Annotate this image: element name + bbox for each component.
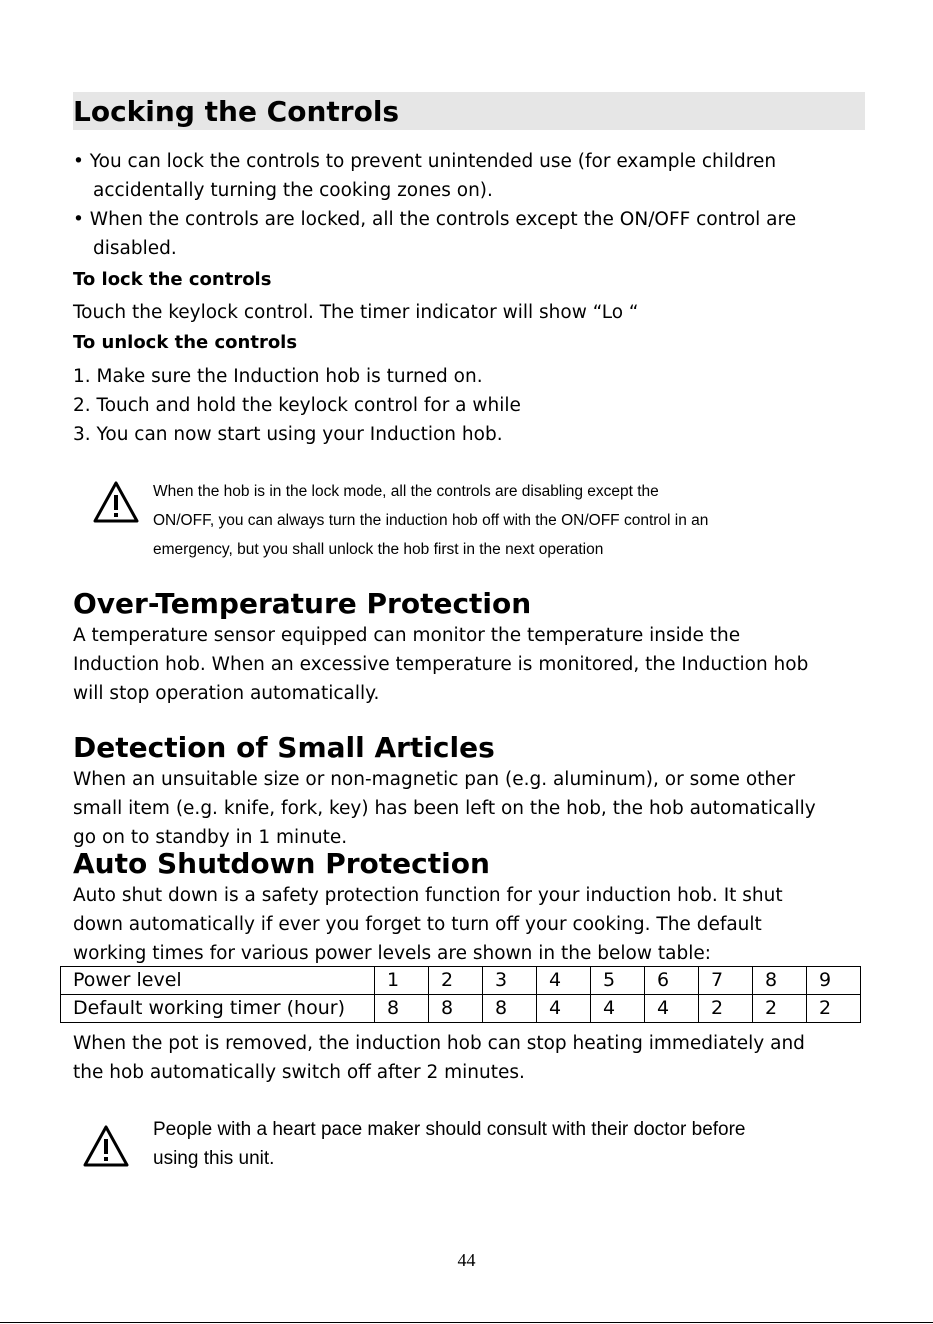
pacemaker-note-line-1: People with a heart pace maker should consult with their doctor before: [153, 1119, 746, 1140]
shutdown-line-2: down automatically if ever you forget to turn off your cooking. The default: [73, 914, 762, 935]
pacemaker-note-line-2: using this unit.: [153, 1148, 275, 1169]
step-1: 1. Make sure the Induction hob is turned on.: [73, 366, 483, 387]
step-3: 3. You can now start using your Induction hob.: [73, 424, 503, 445]
table-cell: 2: [807, 995, 861, 1023]
shutdown-table: [60, 966, 861, 1023]
table-cell: 3: [483, 967, 537, 995]
after-table-line-1: When the pot is removed, the induction hob can stop heating immediately and: [73, 1033, 805, 1054]
shutdown-line-3: working times for various power levels are shown in the below table:: [73, 943, 711, 964]
bullet-line-4: disabled.: [93, 238, 177, 259]
heading-auto-shutdown: Auto Shutdown Protection: [73, 847, 490, 880]
table-row-power-level: [61, 967, 861, 995]
table-cell: 4: [645, 995, 699, 1023]
heading-overtemp: Over-Temperature Protection: [73, 587, 532, 620]
page-bottom-rule: [0, 1322, 933, 1323]
table-cell: 8: [375, 995, 429, 1023]
warning-icon: [92, 480, 140, 524]
table-cell: 4: [537, 967, 591, 995]
after-table-line-2: the hob automatically switch off after 2 minutes.: [73, 1062, 525, 1083]
table-cell: 7: [699, 967, 753, 995]
small-line-3: go on to standby in 1 minute.: [73, 827, 348, 848]
subheading-unlock: To unlock the controls: [73, 332, 298, 353]
overtemp-line-3: will stop operation automatically.: [73, 683, 380, 704]
heading-small-articles: Detection of Small Articles: [73, 731, 495, 764]
bullet-line-1: • You can lock the controls to prevent unintended use (for example children: [73, 151, 777, 172]
small-line-2: small item (e.g. knife, fork, key) has been left on the hob, the hob automatically: [73, 798, 816, 819]
heading-locking: Locking the Controls: [73, 95, 400, 128]
table-cell: 4: [537, 995, 591, 1023]
table-cell: 8: [753, 967, 807, 995]
warning-icon: [82, 1124, 130, 1168]
page-number: 44: [457, 1250, 476, 1270]
table-row-label: Power level: [61, 967, 375, 995]
step-2: 2. Touch and hold the keylock control for a while: [73, 395, 521, 416]
table-cell: 2: [429, 967, 483, 995]
table-cell: 5: [591, 967, 645, 995]
table-cell: 9: [807, 967, 861, 995]
overtemp-line-1: A temperature sensor equipped can monitor the temperature inside the: [73, 625, 741, 646]
table-cell: 6: [645, 967, 699, 995]
shutdown-line-1: Auto shut down is a safety protection function for your induction hob. It shut: [73, 885, 783, 906]
small-line-1: When an unsuitable size or non-magnetic pan (e.g. aluminum), or some other: [73, 769, 796, 790]
table-row-working-timer: [61, 995, 861, 1023]
subheading-lock: To lock the controls: [73, 269, 272, 290]
overtemp-line-2: Induction hob. When an excessive temperature is monitored, the Induction hob: [73, 654, 809, 675]
bullet-line-2: accidentally turning the cooking zones on).: [93, 180, 493, 201]
table-cell: 1: [375, 967, 429, 995]
lock-note-line-1: When the hob is in the lock mode, all the controls are disabling except the: [153, 483, 659, 500]
bullet-line-3: • When the controls are locked, all the controls except the ON/OFF control are: [73, 209, 797, 230]
table-row-label: Default working timer (hour): [61, 995, 375, 1023]
table-cell: 8: [483, 995, 537, 1023]
lock-text: Touch the keylock control. The timer indicator will show “Lo “: [73, 302, 639, 323]
table-cell: 2: [699, 995, 753, 1023]
table-cell: 4: [591, 995, 645, 1023]
lock-note-line-3: emergency, but you shall unlock the hob first in the next operation: [153, 541, 604, 558]
table-cell: 8: [429, 995, 483, 1023]
table-cell: 2: [753, 995, 807, 1023]
lock-note-line-2: ON/OFF, you can always turn the induction hob off with the ON/OFF control in an: [153, 512, 709, 529]
